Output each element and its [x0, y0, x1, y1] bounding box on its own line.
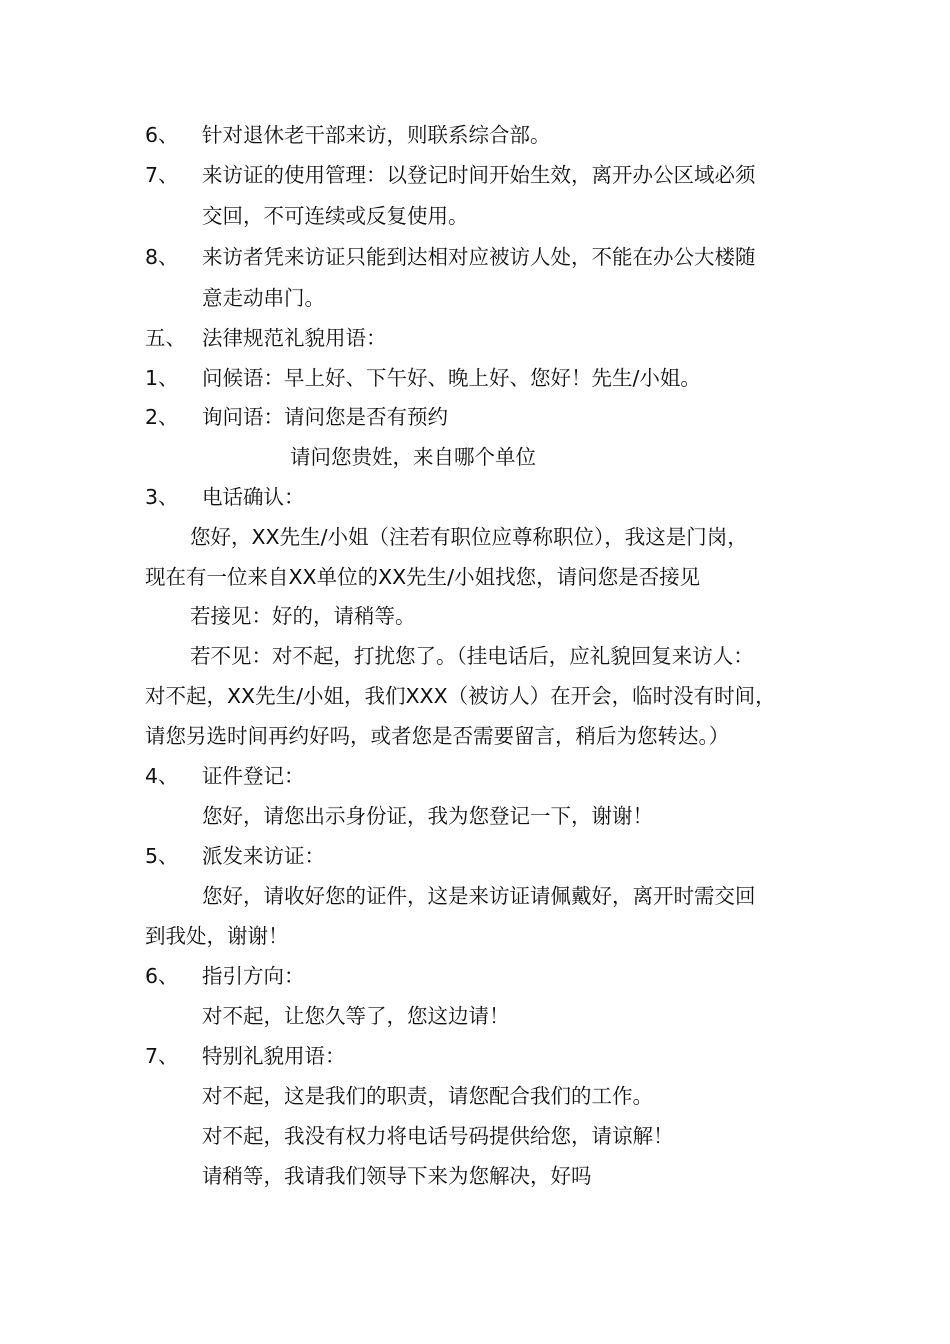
phrase-1-text: 问候语：早上好、下午好、晚上好、您好！先生/小姐。	[202, 366, 701, 390]
item-8-number: 8、	[145, 245, 179, 269]
phrase-7-title: 特别礼貌用语：	[202, 1044, 346, 1068]
phrase-6-text: 对不起，让您久等了，您这边请！	[202, 1004, 510, 1028]
item-7-number: 7、	[145, 163, 179, 187]
item-8-text-line-2: 意走动串门。	[202, 286, 325, 310]
item-6-text: 针对退休老干部来访，则联系综合部。	[202, 123, 551, 147]
phrase-5-number: 5、	[145, 844, 179, 868]
phrase-2-text-line-2: 请问您贵姓，来自哪个单位	[290, 445, 536, 469]
phrase-5-title: 派发来访证：	[202, 844, 325, 868]
item-6-number: 6、	[145, 123, 179, 147]
phrase-1-number: 1、	[145, 366, 179, 390]
section-5-title: 法律规范礼貌用语：	[202, 326, 387, 350]
phrase-4-text: 您好，请您出示身份证，我为您登记一下，谢谢！	[202, 804, 653, 828]
phrase-7-number: 7、	[145, 1044, 179, 1068]
phrase-6-title: 指引方向：	[202, 964, 305, 988]
phone-confirm-accept: 若接见：好的，请稍等。	[190, 604, 416, 628]
phone-confirm-paragraph-1-line-1: 您好，XX先生/小姐（注若有职位应尊称职位），我这是门岗，	[190, 525, 748, 549]
phrase-7-text-line-3: 请稍等，我请我们领导下来为您解决，好吗	[202, 1164, 592, 1188]
phrase-6-number: 6、	[145, 964, 179, 988]
phrase-2-number: 2、	[145, 405, 179, 429]
phrase-7-text-line-1: 对不起，这是我们的职责，请您配合我们的工作。	[202, 1084, 653, 1108]
phrase-4-title: 证件登记：	[202, 764, 305, 788]
phone-confirm-decline-line-2: 对不起，XX先生/小姐，我们XXX（被访人）在开会，临时没有时间，	[145, 684, 776, 708]
phrase-7-text-line-2: 对不起，我没有权力将电话号码提供给您，请谅解！	[202, 1124, 674, 1148]
phone-confirm-decline-line-3: 请您另选时间再约好吗，或者您是否需要留言，稍后为您转达。）	[145, 724, 730, 748]
phrase-2-text-line-1: 询问语：请问您是否有预约	[202, 405, 448, 429]
phrase-3-number: 3、	[145, 485, 179, 509]
phrase-4-number: 4、	[145, 764, 179, 788]
phone-confirm-decline-line-1: 若不见：对不起，打扰您了。（挂电话后，应礼貌回复来访人：	[190, 644, 754, 668]
phrase-3-title: 电话确认：	[202, 485, 305, 509]
phrase-5-text-line-2: 到我处，谢谢！	[145, 924, 289, 948]
phrase-5-text-line-1: 您好，请收好您的证件，这是来访证请佩戴好，离开时需交回	[202, 884, 756, 908]
section-5-number: 五、	[145, 326, 186, 350]
item-7-text-line-2: 交回，不可连续或反复使用。	[202, 204, 469, 228]
phone-confirm-paragraph-1-line-2: 现在有一位来自XX单位的XX先生/小姐找您，请问您是否接见	[145, 565, 701, 589]
item-8-text-line-1: 来访者凭来访证只能到达相对应被访人处，不能在办公大楼随	[202, 245, 756, 269]
item-7-text-line-1: 来访证的使用管理：以登记时间开始生效，离开办公区域必须	[202, 163, 756, 187]
